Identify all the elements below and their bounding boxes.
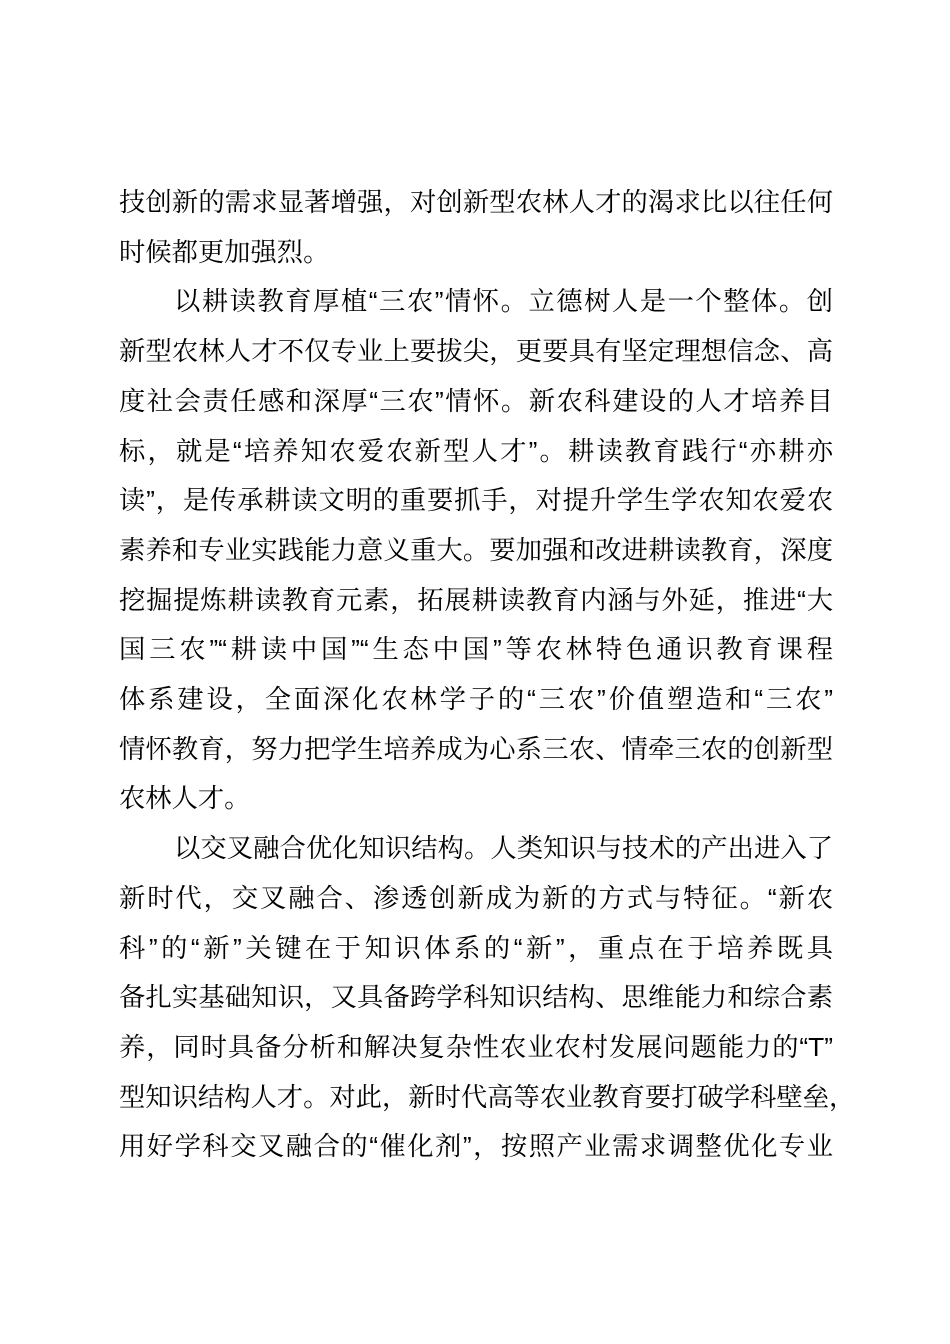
text-line: 素养和专业实践能力意义重大。要加强和改进耕读教育，深度 <box>119 534 833 565</box>
text-line: 技创新的需求显著增强，对创新型农林人才的渴求比以往任何 <box>119 187 833 217</box>
text-line: 用好学科交叉融合的“催化剂”，按照产业需求调整优化专业 <box>119 1131 833 1162</box>
text-line: 以交叉融合优化知识结构。人类知识与技术的产出进入了 <box>174 833 833 864</box>
paragraph <box>119 824 856 1172</box>
text-line: 国三农”“耕读中国”“生态中国”等农林特色通识教育课程 <box>119 634 833 665</box>
text-line: 挖掘提炼耕读教育元素，拓展耕读教育内涵与外延，推进“大 <box>119 584 833 615</box>
text-line: 农林人才。 <box>119 783 251 814</box>
text-line: 科”的“新”关键在于知识体系的“新”，重点在于培养既具 <box>119 932 833 963</box>
text-line: 新型农林人才不仅专业上要拔尖，更要具有坚定理想信念、高 <box>119 336 833 367</box>
paragraph <box>119 277 833 824</box>
text-line: 以耕读教育厚植“三农”情怀。立德树人是一个整体。创 <box>174 286 833 317</box>
text-line: 时候都更加强烈。 <box>119 236 330 267</box>
text-line: 型知识结构人才。对此，新时代高等农业教育要打破学科壁垒， <box>119 1081 856 1112</box>
text-line: 情怀教育，努力把学生培养成为心系三农、情牵三农的创新型 <box>119 733 833 764</box>
paragraph <box>119 178 833 277</box>
text-line: 读”，是传承耕读文明的重要抓手，对提升学生学农知农爱农 <box>119 485 833 516</box>
text-line: 体系建设，全面深化农林学子的“三农”价值塑造和“三农” <box>119 684 833 715</box>
text-line: 新时代，交叉融合、渗透创新成为新的方式与特征。“新农 <box>119 882 833 913</box>
text-line: 备扎实基础知识，又具备跨学科知识结构、思维能力和综合素 <box>119 982 833 1013</box>
text-line: 养，同时具备分析和解决复杂性农业农村发展问题能力的“T” <box>119 1031 833 1062</box>
text-line: 标，就是“培养知农爱农新型人才”。耕读教育践行“亦耕亦 <box>119 435 833 466</box>
text-line: 度社会责任感和深厚“三农”情怀。新农科建设的人才培养目 <box>119 385 833 416</box>
document-text <box>119 178 856 1172</box>
